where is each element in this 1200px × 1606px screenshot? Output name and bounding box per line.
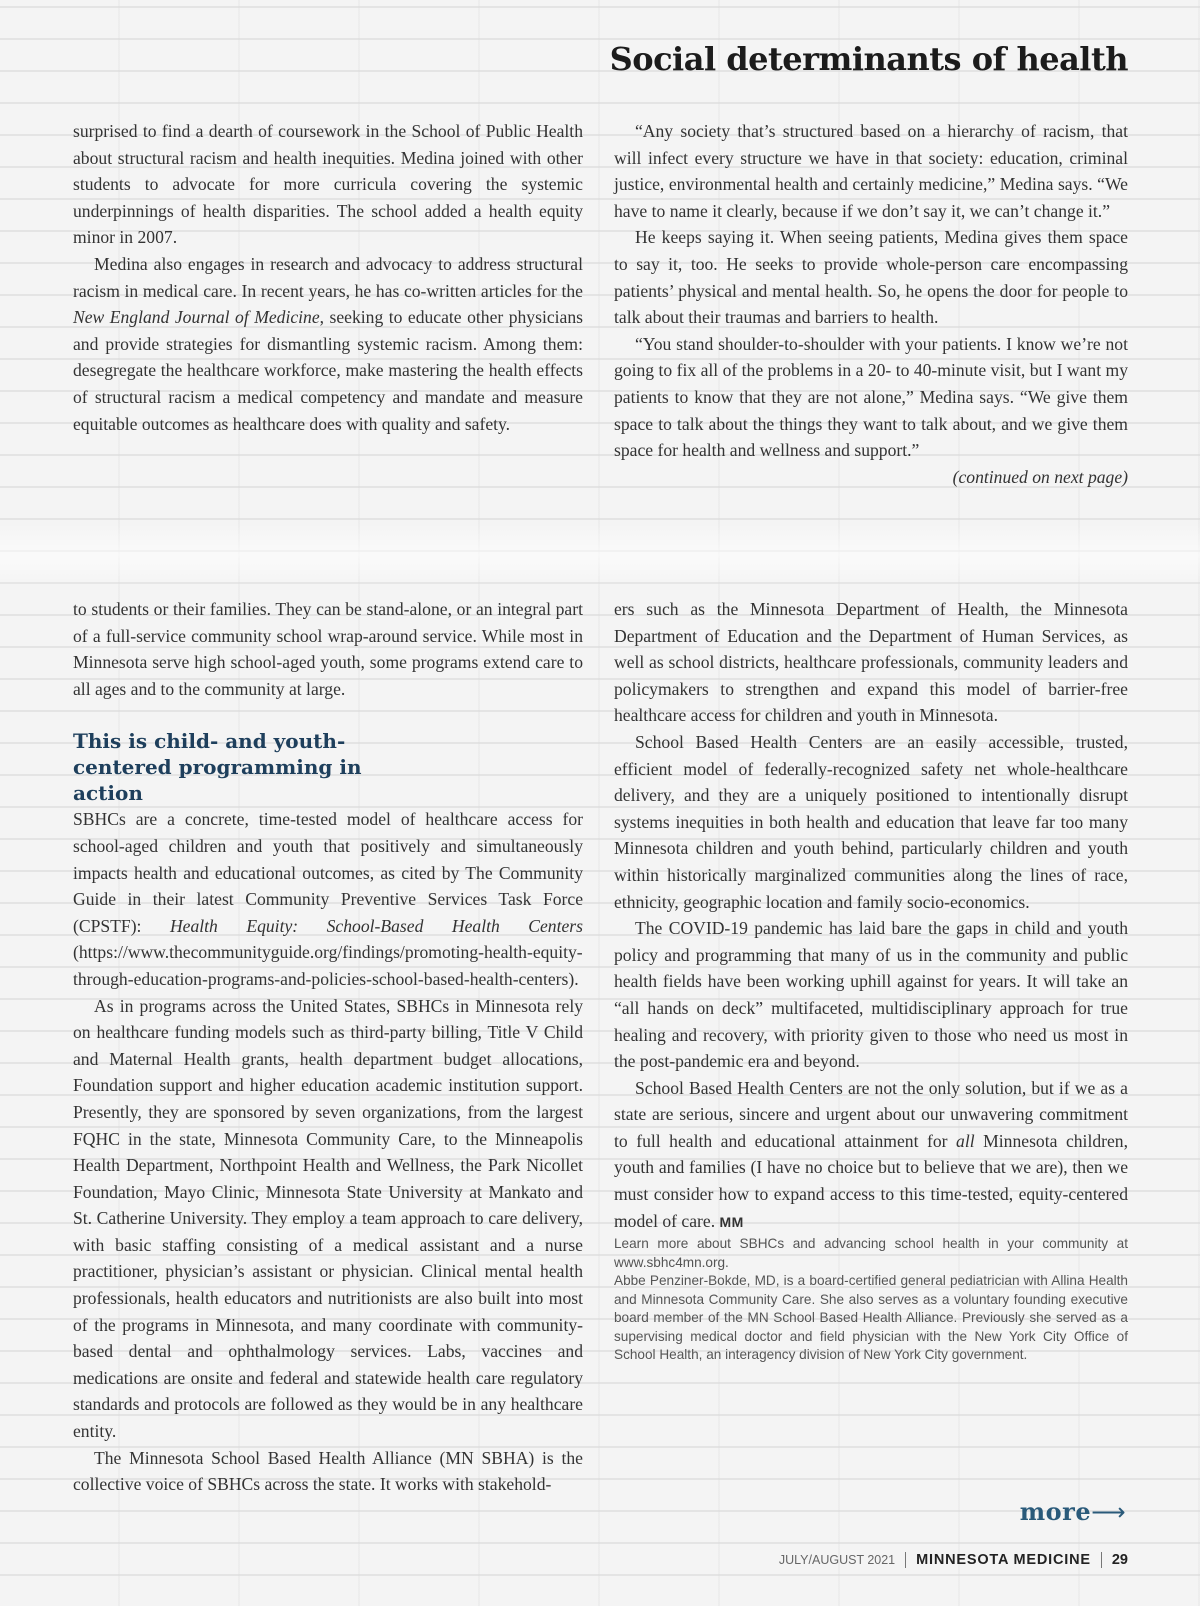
divider bbox=[905, 1552, 906, 1568]
text-run: , seeking to educate other physicians and provide strategies for dismantling systemic racism. Among them: desegregate the healthcare workforce, make mastering the health effects of structural racism a medical competency and mandate and measure equitable outcomes as healthcare does with quality and safety. bbox=[73, 307, 583, 434]
paragraph: As in programs across the United States, SBHCs in Minnesota rely on healthcare funding models such as third-party billing, Title V Child and Maternal Health grants, health department budget allocations, Foundation support and higher education academic institution support. Presently, they are sponsored by seven organizations, from the largest FQHC in the state, Minnesota Community Care, to the Minneapolis Health Department, Northpoint Health and Wellness, the Park Nicollet Foundation, Mayo Clinic, Minnesota State University at Mankato and St. Catherine University. They employ a team approach to care delivery, with basic staffing consisting of a medical assistant and a nurse practitioner, physician’s assistant or physician. Clinical mental health professionals, health educators and nutritionists are also built into most of the programs in Minnesota, and many coordinate with community-based dental and ophthalmology services. Labs, vaccines and medications are onsite and federal and statewide health care regulatory standards and protocols are followed as they would be in any healthcare entity. bbox=[73, 995, 583, 1442]
paragraph: “You stand shoulder-to-shoulder with your patients. I know we’re not going to fix all of the problems in a 20- to 40-minute visit, but I want my patients to know that they are not alone,” Medina says. “We give them space to talk about the things they want to talk about, and we give them space for health and wellness and support.” bbox=[614, 333, 1128, 461]
text-run: SBHCs are a concrete, time-tested model of healthcare access for school-aged children and youth that positively and simultaneously impacts health and educational outcomes, as cited by The Community Guide in their latest Community Preventive Services Task Force (CPSTF): bbox=[73, 809, 583, 936]
learn-more-note: Learn more about SBHCs and advancing school health in your community at www.sbhc4mn.org. bbox=[614, 1236, 1128, 1270]
paragraph: to students or their families. They can be stand-alone, or an integral part of a full-service community school wrap-around service. While most in Minnesota serve high school-aged youth, some programs extend care to all ages and to the community at large. bbox=[73, 599, 583, 699]
author-bio: Abbe Penziner-Bokde, MD, is a board-certified general pediatrician with Allina Health and Minnesota Community Care. She also serves as a voluntary founding executive board member of the MN School Based Health Alliance. Previously she served as a supervising medical doctor and field physician with the New York City Office of School Health, an interagency division of New York City government. bbox=[614, 1273, 1128, 1363]
paragraph: ers such as the Minnesota Department of Health, the Minnesota Department of Education and the Department of Human Services, as well as school districts, healthcare professionals, community leaders and policymakers to strengthen and expand this model of barrier-free healthcare access for children and youth in Minnesota. bbox=[614, 599, 1128, 726]
citation-title: Health Equity: School-Based Health Centers bbox=[169, 915, 583, 936]
top-left-column bbox=[73, 118, 583, 437]
paragraph: The COVID-19 pandemic has laid bare the gaps in child and youth policy and programming that many of us in the community and public health fields have been working uphill against for years. It will take an “all hands on deck” multifaceted, multidisciplinary approach for true healing and recovery, with priority given to those who need us most in the post-pandemic era and beyond. bbox=[614, 918, 1128, 1072]
more-label: more bbox=[1019, 1497, 1092, 1526]
continued-note: (continued on next page) bbox=[952, 466, 1128, 487]
page-title: Social determinants of health bbox=[609, 40, 1128, 78]
paragraph bbox=[73, 251, 583, 437]
magazine-name: MINNESOTA MEDICINE bbox=[916, 1552, 1091, 1568]
issue-date: JULY/AUGUST 2021 bbox=[778, 1553, 896, 1567]
paragraph: “Any society that’s structured based on a hierarchy of racism, that will infect every structure we have in that society: education, criminal justice, environmental health and certainly medicine,” Medina says. “We have to name it clearly, because if we don’t say it, we can’t change it.” bbox=[614, 121, 1128, 221]
paragraph: He keeps saying it. When seeing patients, Medina gives them space to say it, too. He seeks to provide whole-person care encompassing patients’ physical and mental health. So, he opens the door for people to talk about their traumas and barriers to health. bbox=[614, 227, 1128, 328]
text-run: School Based Health Centers are not the only solution, but if we as a state are serious, sincere and urgent about our unwavering commitment to full health and educational attainment for bbox=[614, 1077, 1128, 1151]
top-right-column bbox=[614, 118, 1128, 490]
paragraph: School Based Health Centers are an easily accessible, trusted, efficient model of federally-recognized safety net whole-healthcare delivery, and they are a uniquely positioned to intentionally disrupt systems inequities in both health and education that leave far too many Minnesota children and youth behind, particularly children and youth within historically marginalized communities along the lines of race, ethnicity, geographic location and family socio-economics. bbox=[614, 731, 1128, 912]
bottom-left-column bbox=[73, 596, 583, 1498]
subheading: This is child- and youth-centered programming in action bbox=[73, 729, 362, 806]
page-number: 29 bbox=[1111, 1552, 1128, 1568]
text-run: (https://www.thecommunityguide.org/findings/promoting-health-equity-through-education-programs-and-policies-school-based-health-centers). bbox=[73, 942, 583, 989]
arrow-right-icon: ⟶ bbox=[1091, 1498, 1126, 1526]
section-divider bbox=[0, 523, 1200, 587]
page-footer bbox=[779, 1552, 1128, 1568]
bottom-right-column bbox=[614, 596, 1128, 1365]
paragraph: surprised to find a dearth of coursework in the School of Public Health about structural racism and health inequities. Medina joined with other students to advocate for more curricula covering the systemic underpinnings of health disparities. The school added a health equity minor in 2007. bbox=[73, 121, 583, 248]
text-run: Minnesota children, youth and families (I have no choice but to believe that we are), then we must consider how to expand access to this time-tested, equity-centered model of care. bbox=[614, 1130, 1128, 1231]
paragraph bbox=[73, 806, 583, 992]
emphasis: all bbox=[956, 1130, 975, 1151]
divider bbox=[1101, 1552, 1102, 1568]
more-link[interactable] bbox=[1020, 1497, 1126, 1526]
journal-title: New England Journal of Medicine bbox=[73, 307, 320, 328]
text-run: Medina also engages in research and advocacy to address structural racism in medical care. In recent years, he has co-written articles for the bbox=[73, 253, 583, 301]
end-mark: MM bbox=[719, 1213, 744, 1230]
paragraph bbox=[614, 1075, 1128, 1236]
paragraph: The Minnesota School Based Health Alliance (MN SBHA) is the collective voice of SBHCs across the state. It works with stakehold- bbox=[73, 1447, 583, 1495]
